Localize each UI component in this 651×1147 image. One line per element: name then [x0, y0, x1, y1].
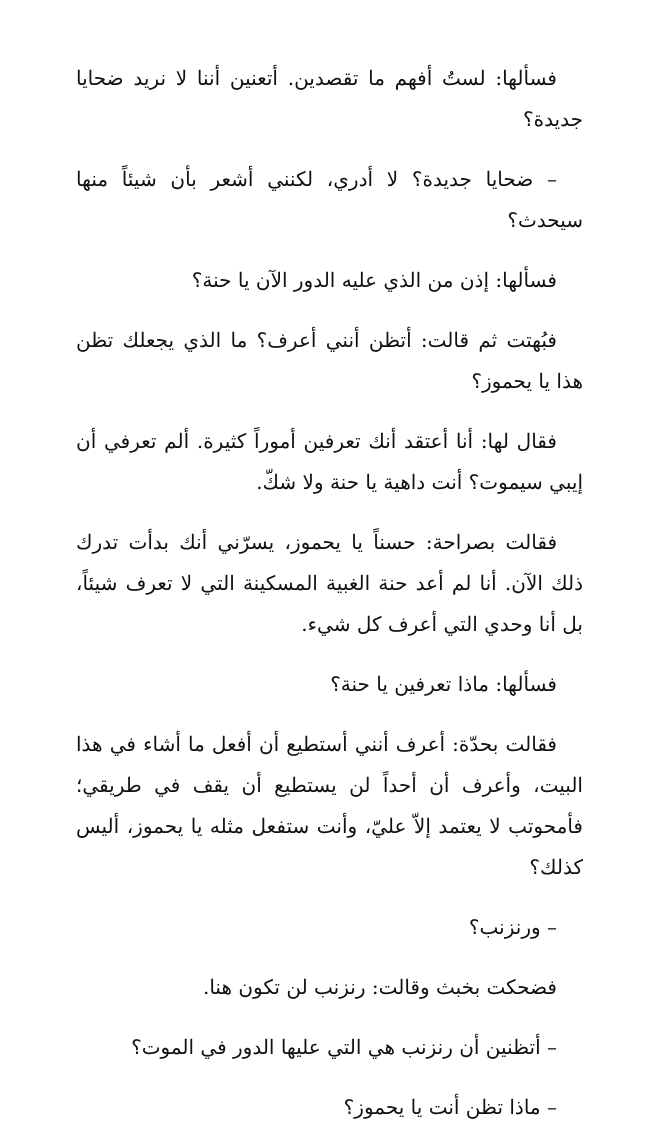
paragraph: فقال لها: أنا أعتقد أنك تعرفين أموراً كثيرة. ألم تعرفي أن إيبي سيموت؟ أنت داهية يا حنة ولا شكّ. — [76, 429, 583, 494]
paragraph: فقالت بصراحة: حسناً يا يحموز، يسرّني أنك بدأت تدرك ذلك الآن. أنا لم أعد حنة الغبية المسكينة التي لا تعرف شيئاً، بل أنا وحدي التي أعرف كل شيء. — [76, 530, 583, 636]
book-page — [76, 58, 583, 1147]
paragraph: فسألها: لستُ أفهم ما تقصدين. أتعنين أننا لا نريد ضحايا جديدة؟ — [76, 66, 583, 131]
paragraph: فسألها: ماذا تعرفين يا حنة؟ — [330, 672, 557, 696]
paragraph: – ورنزنب؟ — [468, 915, 557, 939]
paragraph: – ماذا تظن أنت يا يحموز؟ — [343, 1095, 557, 1119]
paragraph: – ضحايا جديدة؟ لا أدري، لكنني أشعر بأن شيئاً منها سيحدث؟ — [76, 167, 583, 232]
paragraph: فقالت بحدّة: أعرف أنني أستطيع أن أفعل ما أشاء في هذا البيت، وأعرف أن أحداً لن يستطيع أن يقف في طريقي؛ فأمحوتب لا يعتمد إلاّ عليّ، وأنت ستفعل مثله يا يحموز، أليس كذلك؟ — [76, 732, 583, 879]
paragraph: – أتظنين أن رنزنب هي التي عليها الدور في الموت؟ — [131, 1035, 557, 1059]
paragraph: فسألها: إذن من الذي عليه الدور الآن يا حنة؟ — [191, 268, 557, 292]
paragraph: فضحكت بخبث وقالت: رنزنب لن تكون هنا. — [202, 975, 557, 999]
paragraph: فبُهتت ثم قالت: أتظن أنني أعرف؟ ما الذي يجعلك تظن هذا يا يحموز؟ — [76, 328, 583, 393]
